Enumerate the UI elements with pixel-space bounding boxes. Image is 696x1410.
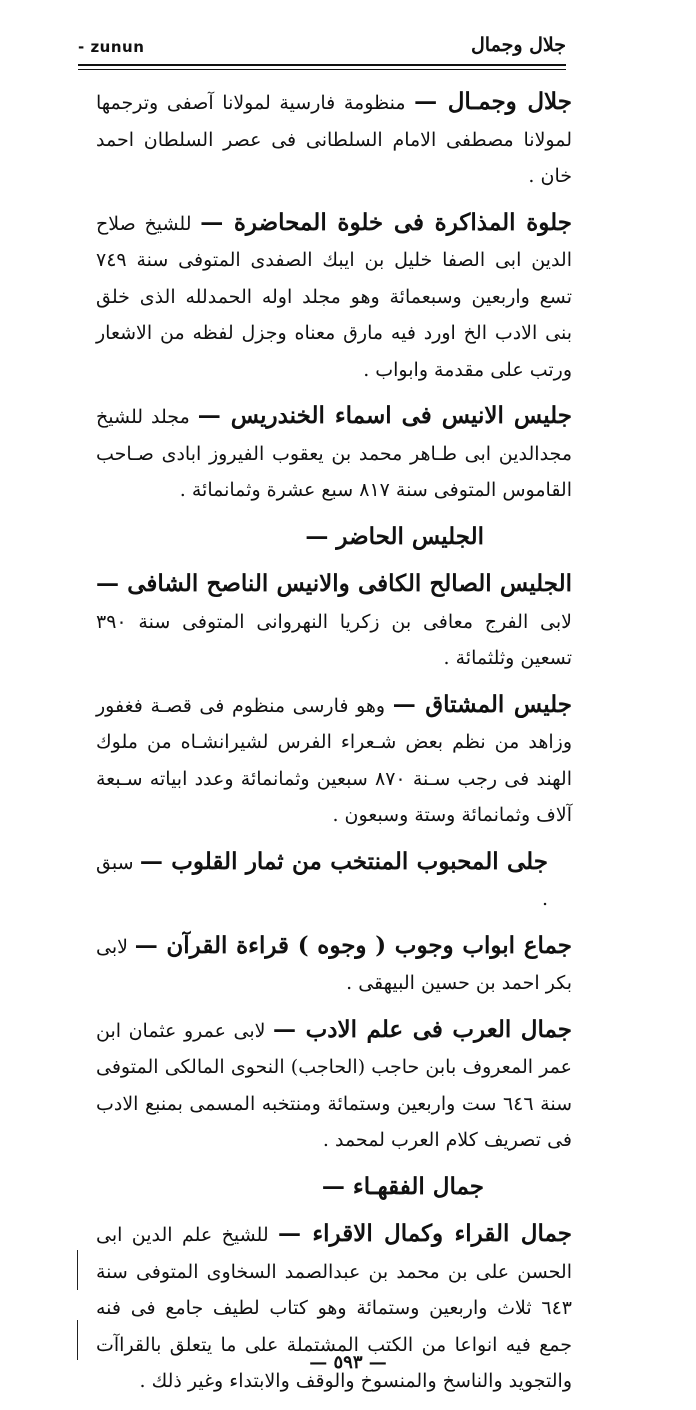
- entry-heading: جليس المشتاق —: [392, 690, 572, 718]
- page-number: — ٥٩٣ —: [309, 1352, 387, 1373]
- entry-body: لابى عمرو عثمان ابن عمر المعروف بابن حاجب (الحاجب) النحوى المالكى المتوفى سنة ٦٤٦ ست واربعين وستمائة ومنتخبه المسمى بمنبع الادب فى تصريف كلام العرب لمحمد .: [96, 1019, 572, 1151]
- entry-heading: جلوة المذاكرة فى خلوة المحاضرة —: [200, 208, 572, 236]
- entry: [96, 398, 572, 509]
- entry-heading: الجليس الحاضر —: [305, 522, 484, 550]
- header-rule-thin: [78, 69, 566, 70]
- entry-heading: جمال العرب فى علم الادب —: [273, 1015, 572, 1043]
- entry-body: للشيخ صلاح الدين ابى الصفا خليل بن ايبك الصفدى المتوفى سنة ٧٤٩ تسع واربعين وسبعمائة وهو مجلد اوله الحمدلله الذى خلق بنى الادب الخ اورد فيه مارق معناه وجزل لفظه من الاشعار ورتب على مقدمة وابواب .: [96, 212, 572, 381]
- entry-body: منظومة فارسية لمولانا آصفى وترجمها لمولانا مصطفى الامام السلطانى فى عصر السلطان احمد خان .: [96, 92, 572, 187]
- header-rule: [78, 64, 566, 66]
- margin-line: [77, 1250, 78, 1290]
- running-head-left: - zunun: [78, 38, 145, 56]
- entry: [96, 519, 572, 557]
- entry: [96, 205, 572, 389]
- entry-heading: جمال القراء وكمال الاقراء —: [277, 1220, 572, 1247]
- entry-heading: جلال وجمـال —: [414, 88, 572, 115]
- entry-body: وهو فارسى منظوم فى قصـة فغفور وزاهد من نظم بعض شـعراء الفرس لشيرانشـاه من ملوك الهند فى رجب سـنة ٨٧٠ سبعين وثمانمائة وعدد ابياته سـبعة آلاف وثمانمائة وستة وسبعون .: [96, 694, 572, 826]
- entry: [96, 928, 572, 1002]
- entry-heading: جليس الانيس فى اسماء الخندريس —: [197, 402, 572, 429]
- running-head: [78, 34, 566, 60]
- entry-body: لابى بكر احمد بن حسين البيهقى .: [96, 935, 572, 994]
- entry-body: للشيخ علم الدين ابى الحسن على بن محمد بن عبدالصمد السخاوى المتوفى سنة ٦٤٣ ثلاث واربعين وستمائة وهو كتاب لطيف جامع فى فنه جمع فيه انواعا من الكتب المشتملة على ما يتعلق بالقراآت والتجويد والناسخ والمنسوخ والوقف والابتداء وغير ذلك .: [96, 1224, 572, 1392]
- entry-body: سبق .: [96, 851, 548, 910]
- entry: [96, 687, 572, 834]
- entry-heading: جمال الفقهـاء —: [321, 1172, 484, 1200]
- entry: [96, 1169, 572, 1207]
- entry: [96, 84, 572, 195]
- entry-heading: جماع ابواب وجوب ( وجوه ) قراءة القرآن —: [134, 931, 572, 959]
- dictionary-column: [96, 84, 572, 1410]
- entry-heading: جلى المحبوب المنتخب من ثمار القلوب —: [139, 847, 548, 875]
- running-head-right: جلال وجمال: [471, 34, 566, 56]
- entry: [96, 1012, 572, 1159]
- entry-body: مجلد للشيخ مجدالدين ابى طـاهر محمد بن يعقوب الفيروز ابادى صـاحب القاموس المتوفى سنة ٨١٧ سبع عشرة وثمانمائة .: [96, 406, 572, 501]
- entry-body: لابى الفرج معافى بن زكريا النهروانى المتوفى سنة ٣٩٠ تسعين وثلثمائة .: [96, 610, 572, 669]
- entry: [96, 844, 572, 918]
- entry-heading: الجليس الصالح الكافى والانيس الناصح الشافى —: [96, 570, 572, 597]
- entry: [96, 566, 572, 677]
